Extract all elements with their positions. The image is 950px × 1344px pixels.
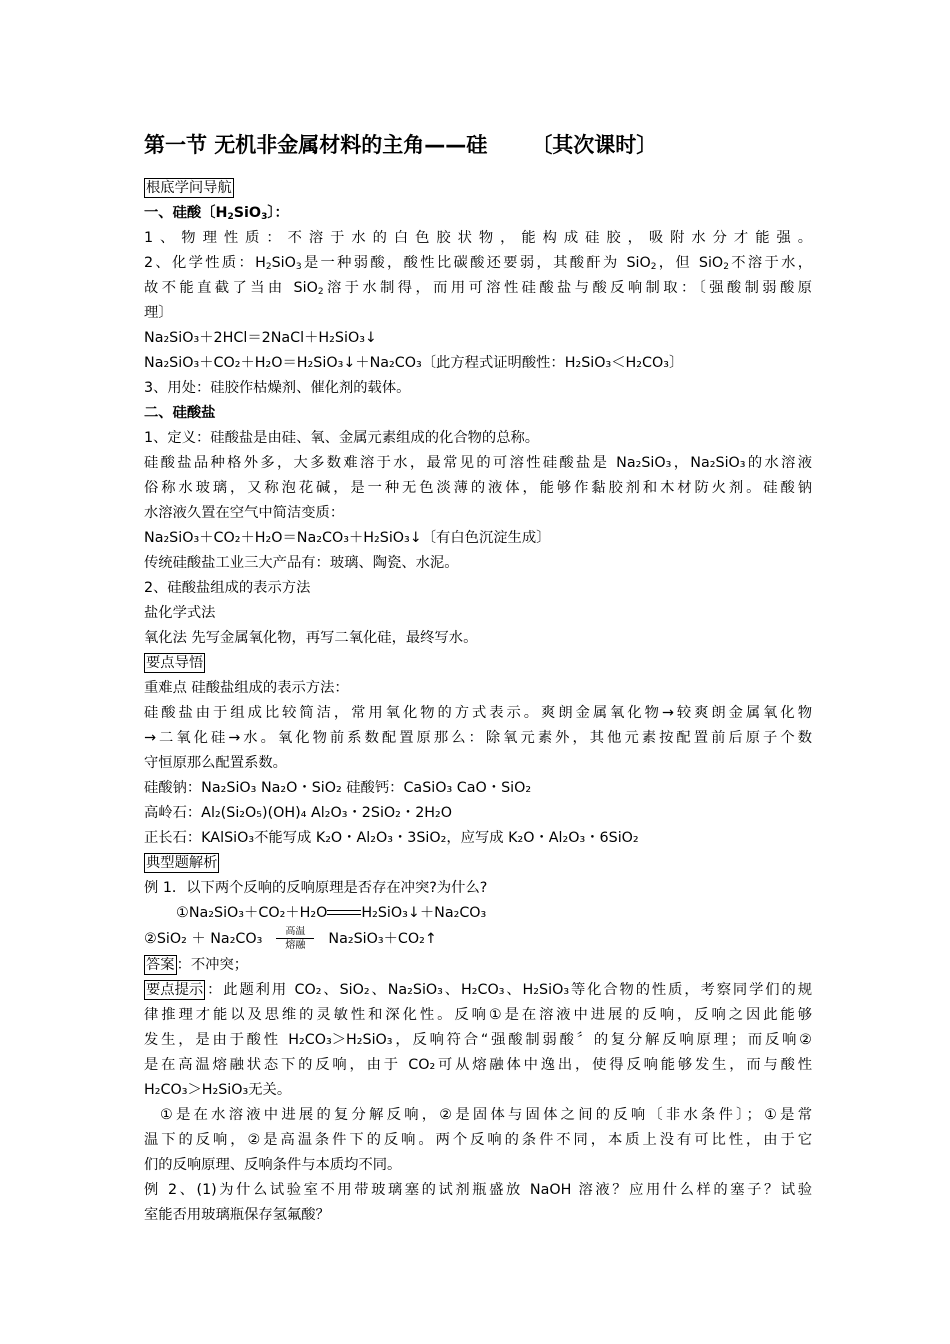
industry-line: 传统硅酸盐工业三大产品有：玻璃、陶瓷、水泥。	[144, 555, 459, 571]
orthoclase-example: 正长石：KAlSiO₃不能写成 K₂O・Al₂O₃・3SiO₂，应写成 K₂O・Al₂O₃・6SiO₂	[144, 830, 639, 846]
hint-line-3: 发生，是由于酸性 H₂CO₃＞H₂SiO₃，反响符合“强酸制弱酸〞的复分解反响原理；而反响②	[144, 1032, 812, 1048]
silicate-para-2: 俗称水玻璃，又称泡花碱，是一种无色淡薄的液体，能够作黏胶剂和木材防火剂。硅酸钠	[144, 480, 812, 496]
salt-formula-method: 盐化学式法	[144, 605, 216, 621]
equals-sign	[327, 908, 361, 918]
silicate-para-3: 水溶液久置在空气中简洁变质：	[144, 505, 345, 521]
example-1-reaction-1: ①Na₂SiO₃＋CO₂＋H₂O H₂SiO₃↓＋Na₂CO₃	[176, 905, 487, 921]
page-title	[144, 128, 812, 162]
kaolinite-example: 高岭石：Al₂(Si₂O₅)(OH)₄ Al₂O₃・2SiO₂・2H₂O	[144, 805, 453, 821]
compare-line-1: ①是在水溶液中进展的复分解反响，②是固体与固体之间的反响〔非水条件〕；①是常	[160, 1107, 812, 1123]
key-difficulty: 重难点 硅酸盐组成的表示方法：	[144, 680, 349, 696]
title-main: 第一节 无机非金属材料的主角——硅	[144, 133, 488, 157]
hint-line-1: 要点提示 ：此题利用 CO₂、SiO₂、Na₂SiO₃、H₂CO₃、H₂SiO₃等化合物的性质，考察同学们的规	[146, 982, 812, 998]
hint-line-4: 是在高温熔融状态下的反响，由于 CO₂可从熔融体中逸出，使得反响能够发生，而与酸性	[144, 1057, 812, 1073]
chemical-property-line3: 理〕	[144, 305, 173, 321]
hint-line-2: 律推理才能以及思维的灵敏性和深化性。反响①是在溶液中进展的反响，反响之因此能够	[144, 1007, 812, 1023]
uses-line: 3、用处：硅胶作枯燥剂、催化剂的载体。	[144, 380, 411, 396]
answer-label: 答案	[146, 957, 175, 973]
oxide-method: 氧化法 先写金属氧化物，再写二氧化硅，最终写水。	[144, 630, 478, 646]
heading-silicic-acid: 一、硅酸〔$H_2SiO_3$〕：	[144, 205, 289, 222]
example-2-line-2: 室能否用玻璃瓶保存氢氟酸？	[144, 1207, 330, 1223]
example-1-reaction-2: ②SiO₂ ＋ Na₂CO₃ 高温 熔融 Na₂SiO₃＋CO₂↑	[144, 926, 437, 951]
equation-3: Na₂SiO₃＋CO₂＋H₂O＝Na₂CO₃＋H₂SiO₃↓〔有白色沉淀生成〕	[144, 530, 551, 546]
silicate-para-1: 硅酸盐品种格外多，大多数难溶于水，最常见的可溶性硅酸盐是 Na₂SiO₃，Na₂SiO₃的水溶液	[144, 455, 812, 471]
definition-line: 1、定义：硅酸盐是由硅、氧、金属元素组成的化合物的总称。	[144, 430, 540, 446]
chemical-property-line2: 故不能直截了当由 SiO$_2$溶于水制得，而用可溶性硅酸盐与酸反响制取：〔强酸制弱酸原	[144, 280, 812, 297]
sodium-silicate-example: 硅酸钠：Na₂SiO₃ Na₂O・SiO₂ 硅酸钙：CaSiO₃ CaO・SiO₂	[144, 780, 532, 796]
example-1-question: 例 1．以下两个反响的反响原理是否存在冲突?为什么?	[144, 880, 488, 896]
compare-line-3: 们的反响原理、反响条件与本质均不同。	[144, 1157, 402, 1173]
representation-heading: 2、硅酸盐组成的表示方法	[144, 580, 311, 596]
heading-silicates: 二、硅酸盐	[144, 405, 216, 421]
hint-label: 要点提示	[146, 982, 204, 998]
section-basic-nav: 根底学问导航	[146, 180, 232, 196]
title-sub: 〔其次课时〕	[531, 133, 658, 157]
hint-line-5: H₂CO₃＞H₂SiO₃无关。	[144, 1082, 292, 1098]
oxide-para-1: 硅酸盐由于组成比较简洁，常用氧化物的方式表示。爽朗金属氧化物→较爽朗金属氧化物	[144, 705, 812, 721]
equation-2: Na₂SiO₃＋CO₂＋H₂O＝H₂SiO₃↓＋Na₂CO₃〔此方程式证明酸性：H₂SiO₃＜H₂CO₃〕	[144, 355, 684, 371]
chemical-property-line1: 2、化学性质：$H_2SiO_3$是一种弱酸，酸性比碳酸还要弱，其酸酐为 SiO$_2$，但 SiO$_2$不溶于水，	[144, 255, 812, 272]
answer-line: 答案 ：不冲突；	[146, 957, 249, 973]
example-2-line-1: 例 2、(1)为什么试验室不用带玻璃塞的试剂瓶盛放 NaOH 溶液？应用什么样的塞子？试验	[144, 1182, 812, 1198]
compare-line-2: 温下的反响，②是高温条件下的反响。两个反响的条件不同，本质上没有可比性，由于它	[144, 1132, 812, 1148]
document-page	[144, 128, 812, 1228]
section-key-points: 要点导悟	[146, 655, 204, 671]
reaction-condition: 高温 熔融	[276, 926, 314, 951]
oxide-para-2: →二氧化硅→水。氧化物前系数配置原那么：除氧元素外，其他元素按配置前后原子个数	[144, 730, 812, 746]
equation-1: Na₂SiO₃＋2HCl＝2NaCl＋H₂SiO₃↓	[144, 330, 377, 346]
section-typical: 典型题解析	[146, 855, 218, 871]
physical-property: 1、物理性质：不溶于水的白色胶状物，能构成硅胶，吸附水分才能强。	[144, 230, 812, 246]
oxide-para-3: 守恒原那么配置系数。	[144, 755, 287, 771]
